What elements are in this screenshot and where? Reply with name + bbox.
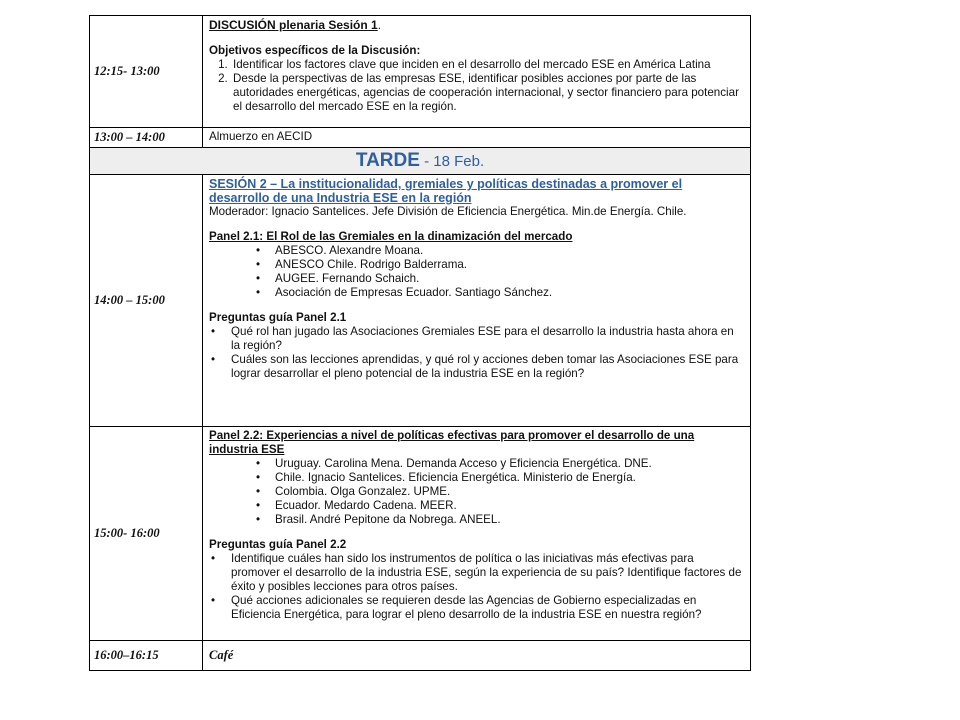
- table-row: [90, 175, 751, 427]
- content-cell: [203, 427, 751, 641]
- questions-list: [209, 552, 744, 622]
- tarde-date: - 18 Feb.: [419, 153, 485, 170]
- list-item: • Chile. Ignacio Santelices. Eficiencia Energética. Ministerio de Energía.: [275, 471, 744, 485]
- table-row: [90, 16, 751, 128]
- session-title: SESIÓN 2 – La institucionalidad, gremiales y políticas destinadas a promover el desarrollo de una Industria ESE en la región: [209, 177, 683, 205]
- table-row: [90, 427, 751, 641]
- time-cell: 15:00- 16:00: [90, 427, 203, 641]
- content-cell: [203, 175, 751, 427]
- panelist-list: [209, 457, 744, 527]
- list-item: • Ecuador. Medardo Cadena. MEER.: [275, 499, 744, 513]
- list-item: • Identifique cuáles han sido los instrumentos de política o las iniciativas más efectivas para promover el desarrollo de la industria ESE, según la experiencia de su país? Identifique factores de éxito y posibles lecciones para otros países.: [231, 552, 744, 594]
- list-item: • AUGEE. Fernando Schaich.: [275, 272, 744, 286]
- discussion-title: DISCUSIÓN plenaria Sesión 1: [209, 18, 378, 32]
- time-cell: 13:00 – 14:00: [90, 128, 203, 148]
- list-item: • Qué acciones adicionales se requieren desde las Agencias de Gobierno especializadas en Eficiencia Energética, para lograr el pleno desarrollo de la industria ESE en nuestra región?: [231, 594, 744, 622]
- cafe-text: Café: [209, 647, 234, 662]
- tarde-header: [90, 148, 751, 175]
- panel-title: Panel 2.1: El Rol de las Gremiales en la dinamización del mercado: [209, 230, 573, 243]
- title-period: .: [377, 19, 381, 32]
- content-cell: [203, 641, 751, 671]
- tarde-label: TARDE: [355, 150, 420, 171]
- objectives-heading: Objetivos específicos de la Discusión:: [209, 44, 421, 57]
- table-row: [90, 148, 751, 175]
- list-item: 2. Desde la perspectivas de las empresas ESE, identificar posibles acciones por parte de las autoridades energéticas, agencias de cooperación internacional, y sector financiero para potenciar el desarrollo del mercado ESE en la región.: [231, 72, 744, 114]
- list-item: • Colombia. Olga Gonzalez. UPME.: [275, 485, 744, 499]
- list-item: • Asociación de Empresas Ecuador. Santiago Sánchez.: [275, 286, 744, 300]
- list-item: • ANESCO Chile. Rodrigo Balderrama.: [275, 258, 744, 272]
- questions-heading: Preguntas guía Panel 2.2: [209, 538, 347, 551]
- questions-heading: Preguntas guía Panel 2.1: [209, 311, 347, 324]
- panelist-list: [209, 244, 744, 300]
- agenda-table: [89, 15, 751, 671]
- objectives-list: [209, 58, 744, 114]
- panel-title: Panel 2.2: Experiencias a nivel de políticas efectivas para promover el desarrollo de una industria ESE: [209, 429, 695, 456]
- moderator-text: Moderador: Ignacio Santelices. Jefe División de Eficiencia Energética. Min.de Energía. Chile.: [209, 205, 687, 218]
- table-row: [90, 128, 751, 148]
- table-row: [90, 641, 751, 671]
- time-cell: 16:00–16:15: [90, 641, 203, 671]
- list-item: • ABESCO. Alexandre Moana.: [275, 244, 744, 258]
- questions-list: [209, 325, 744, 381]
- list-item: • Brasil. André Pepitone da Nobrega. ANEEL.: [275, 513, 744, 527]
- list-item: 1. Identificar los factores clave que inciden en el desarrollo del mercado ESE en América Latina: [231, 58, 744, 72]
- time-cell: 14:00 – 15:00: [90, 175, 203, 427]
- list-item: • Cuáles son las lecciones aprendidas, y qué rol y acciones deben tomar las Asociaciones ESE para lograr desarrollar el pleno potencial de la industria ESE en la región?: [231, 353, 744, 381]
- time-cell: 12:15- 13:00: [90, 16, 203, 128]
- list-item: • Qué rol han jugado las Asociaciones Gremiales ESE para el desarrollo la industria hasta ahora en la región?: [231, 325, 744, 353]
- lunch-cell: Almuerzo en AECID: [203, 128, 751, 148]
- content-cell: [203, 16, 751, 128]
- list-item: • Uruguay. Carolina Mena. Demanda Acceso y Eficiencia Energética. DNE.: [275, 457, 744, 471]
